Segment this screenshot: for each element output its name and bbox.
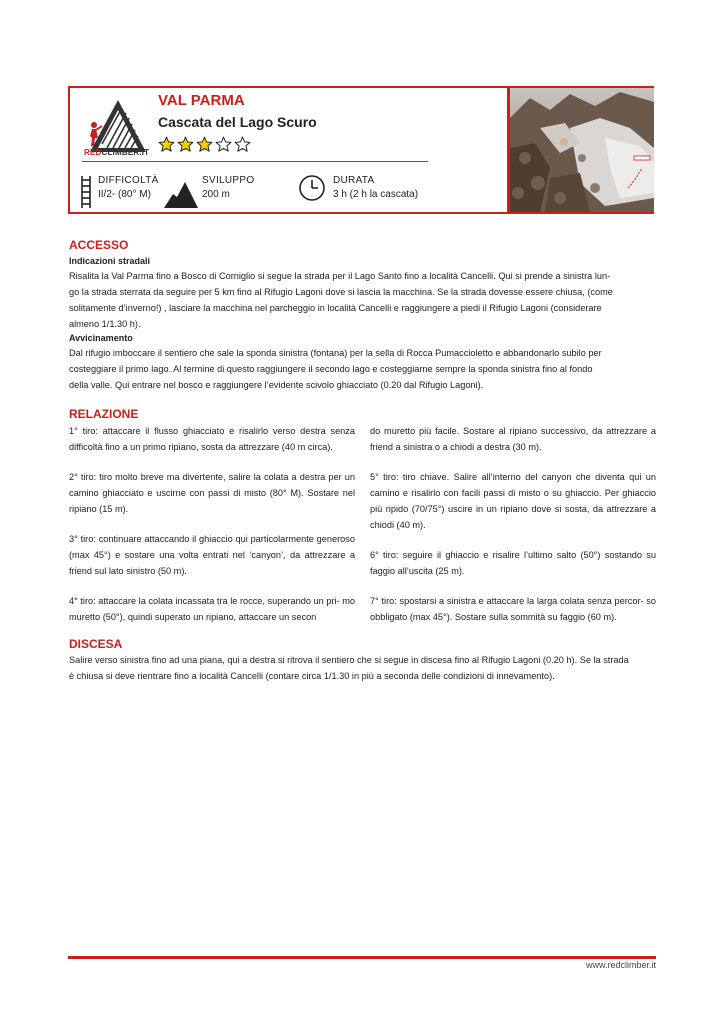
indicazioni-line: almeno 1/1.30 h). [69,319,141,329]
pitch-4-continued: do muretto più facile. Sostare al ripiano successivo, da attrezzare a friend a sinistra o a chiodi a destra (30 m). [370,426,656,452]
brand-name [84,148,149,157]
avvicinamento-title: Avvicinamento [69,333,133,343]
relazione-right-column [370,423,656,639]
section-discesa-title: DISCESA [69,637,123,651]
brand-dark-part: CLIMBER.IT [101,148,150,157]
stat-durata-label: DURATA [333,175,375,186]
indicazioni-title: Indicazioni stradali [69,256,151,266]
region-title: VAL PARMA [158,92,245,109]
indicazioni-text [69,268,657,332]
pitch-1: 1° tiro: attaccare il flusso ghiacciato e risalirlo verso destra senza difficoltà fino a un primo ripiano, sosta da attrezzare (40 m circa). [69,426,355,452]
stat-durata-value: 3 h (2 h la cascata) [333,189,419,200]
discesa-line: è chiusa si deve rientrare fino a località Cancelli (contare circa 1/1.30 in più a seconda delle condizioni di innevamento). [69,671,555,681]
route-photo [510,88,654,212]
stat-sviluppo-value: 200 m [202,189,230,200]
star-empty-icon [234,136,251,153]
relazione-left-column [69,423,355,639]
section-accesso-title: ACCESSO [69,238,129,252]
stat-difficolta-value: II/2- (80° M) [98,189,151,200]
ladder-icon [80,176,92,208]
star-filled-icon [196,136,213,153]
stat-sviluppo [202,174,254,202]
pitch-5: 5° tiro: tiro chiave. Salire all’interno del canyon che diventa qui un camino e risalirlo con facili passi di misto o su ghiaccio. Per ghiaccio più ripido (70/75°) uscire in un ripiano dove si sosta, da attrezzare a chiodi (40 m). [370,472,656,530]
discesa-line: Salire verso sinistra fino ad una piana, qui a destra si ritrova il sentiero che si segue in discesa fino al Rifugio Lagoni (0.20 h). Se la strada [69,655,629,665]
pitch-2: 2° tiro: tiro molto breve ma divertente, salire la colata a destra per un camino ghiacciato e uscirne con passi di misto (80° M). Sostare nel ripiano (15 m). [69,472,355,514]
brand-red-part: RED [84,148,102,157]
stat-durata [333,174,418,202]
clock-icon [298,174,326,202]
avvicinamento-line: della valle. Qui entrare nel bosco e raggiungere l’evidente scivolo ghiacciato (0.20 dal Rifugio Lagoni). [69,380,484,390]
avvicinamento-text [69,345,657,393]
stat-difficolta [98,174,159,202]
avvicinamento-line: costeggiare il primo lago. Al termine di questo raggiungere il secondo lago e costeggiarne sempre la sponda sinistra fino al fondo [69,364,593,374]
stat-sviluppo-label: SVILUPPO [202,175,255,186]
pitch-7: 7° tiro: spostarsi a sinistra e attaccare la larga colata senza percor- so obbligato (max 45°). Sostare sulla sommità su faggio (60 m). [370,596,656,622]
star-filled-icon [177,136,194,153]
star-filled-icon [158,136,175,153]
rating-stars [158,136,251,154]
pitch-6: 6° tiro: seguire il ghiaccio e risalire l’ultimo salto (50°) sostando su faggio all’uscita (25 m). [370,550,656,576]
stat-difficolta-label: DIFFICOLTÀ [98,175,159,186]
section-relazione-title: RELAZIONE [69,407,139,421]
star-empty-icon [215,136,232,153]
indicazioni-line: Risalita la Val Parma fino a Bosco di Corniglio si segue la strada per il Lago Santo fino a località Cancelli. Qui si prende a sinistra lun- [69,271,611,281]
route-header [68,86,654,214]
indicazioni-line: go la strada sterrata da seguire per 5 km fino al Rifugio Lagoni dove si lascia la macchina. Se la strada dovesse essere chiusa, (come [69,287,613,297]
footer-rule [68,956,656,959]
route-title: Cascata del Lago Scuro [158,114,317,130]
header-rule [82,161,428,162]
pitch-4: 4° tiro: attaccare la colata incassata tra le rocce, superando un pri- mo muretto (50°), quindi superato un ripiano, attaccare un secon [69,596,355,622]
indicazioni-line: solitamente d’inverno!) , lasciare la macchina nel parcheggio in località Cancelli e raggiungere a piedi il Rifugio Lagoni (considerare [69,303,602,313]
mountain-icon [164,180,198,208]
discesa-text [69,652,657,684]
footer-website-link[interactable]: www.redclimber.it [585,960,656,970]
avvicinamento-line: Dal rifugio imboccare il sentiero che sale la sponda sinistra (fontana) per la sella di Rocca Pumaccioletto e abbandonarlo subilo per [69,348,602,358]
pitch-3: 3° tiro: continuare attaccando il ghiaccio qui particolarmente generoso (max 45°) e sostare una volta entrati nel ‘canyon’, da attrezzare a friend sul lato sinistro (50 m). [69,534,355,576]
